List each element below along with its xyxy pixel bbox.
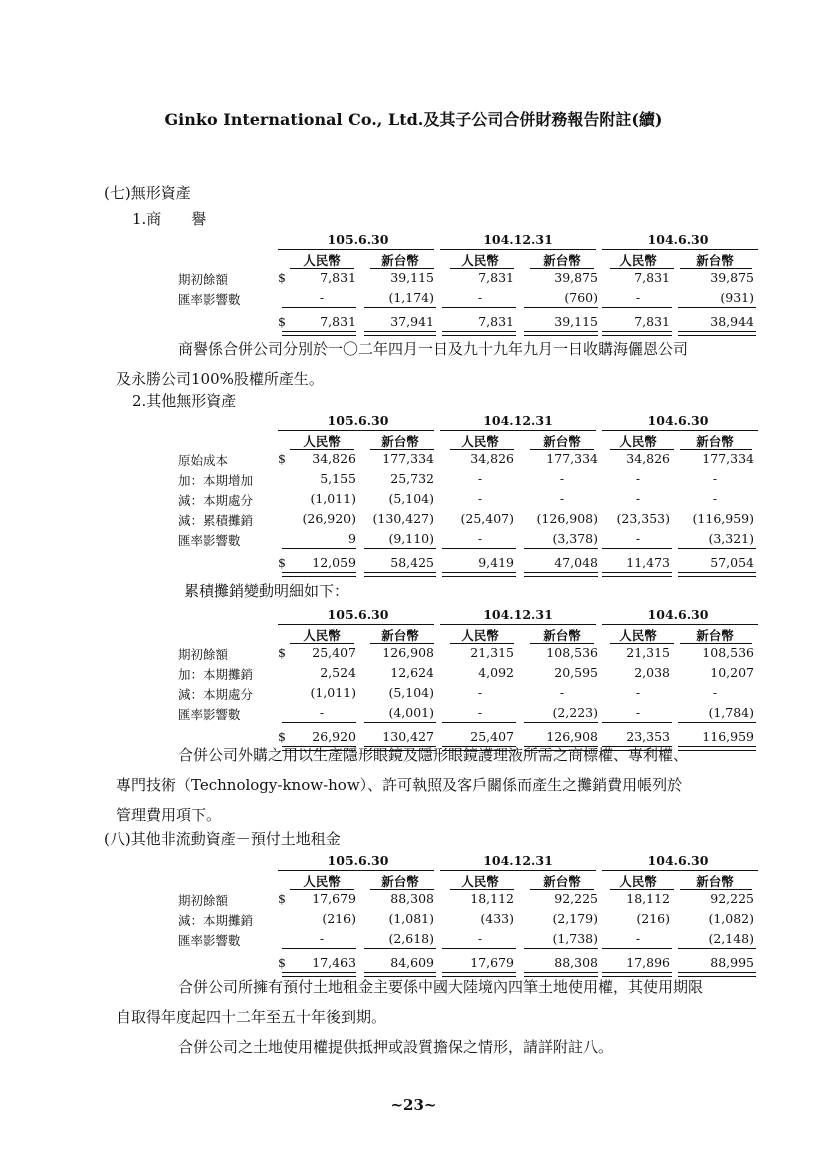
currency-underline <box>450 889 514 890</box>
currency-underline <box>450 449 514 450</box>
currency-underline <box>680 889 752 890</box>
cell-value: - <box>477 290 483 305</box>
cell-value: - <box>319 705 325 720</box>
subtotal-underline <box>602 948 672 949</box>
cell-value: 20,595 <box>554 665 598 680</box>
land-lease-note-line1: 合併公司所擁有預付土地租金主要係中國大陸境內四筆土地使用權，其使用期限 <box>178 978 704 996</box>
goodwill-note-line2: 及永勝公司100%股權所產生。 <box>116 370 324 388</box>
cell-value: 21,315 <box>470 645 514 660</box>
cell-value: (9,110) <box>388 531 434 546</box>
currency-underline <box>680 268 752 269</box>
cell-value: - <box>477 531 483 546</box>
cell-value: - <box>712 471 718 486</box>
row-label: 匯率影響數 <box>178 707 241 722</box>
rmb-header: 人民幣 <box>303 628 341 643</box>
cell-value: 39,115 <box>390 270 434 285</box>
currency-symbol: $ <box>278 451 286 466</box>
currency-underline <box>370 449 434 450</box>
table-row <box>178 314 758 336</box>
cell-value: 18,112 <box>626 891 670 906</box>
header-underline <box>602 249 758 250</box>
cell-value: 126,908 <box>546 729 598 744</box>
rmb-header: 人民幣 <box>303 874 341 889</box>
rmb-header: 人民幣 <box>461 628 499 643</box>
currency-underline <box>610 643 674 644</box>
cell-value: 17,679 <box>312 891 356 906</box>
currency-underline <box>530 449 594 450</box>
cell-value: 2,038 <box>634 665 670 680</box>
cell-value: (2,148) <box>708 931 754 946</box>
cell-value: - <box>712 685 718 700</box>
cell-value: - <box>635 705 641 720</box>
cell-value: (2,223) <box>552 705 598 720</box>
cell-value: - <box>559 471 565 486</box>
ntd-header: 新台幣 <box>543 434 581 449</box>
table-row <box>178 705 758 725</box>
rmb-header: 人民幣 <box>461 874 499 889</box>
row-label: 加：本期攤銷 <box>178 667 254 682</box>
rmb-header: 人民幣 <box>303 434 341 449</box>
table-row <box>178 911 758 931</box>
date-header-row <box>178 413 758 432</box>
cell-value: - <box>635 491 641 506</box>
date-header: 104.12.31 <box>483 413 553 428</box>
ntd-header: 新台幣 <box>381 434 419 449</box>
page-number: ~23~ <box>390 1096 437 1114</box>
cell-value: - <box>559 491 565 506</box>
table-row <box>178 665 758 685</box>
table-row <box>178 531 758 551</box>
total-double-underline <box>524 572 598 577</box>
currency-underline <box>610 268 674 269</box>
cell-value: (1,082) <box>708 911 754 926</box>
date-header: 105.6.30 <box>327 853 389 868</box>
cell-value: - <box>635 471 641 486</box>
currency-symbol: $ <box>278 555 286 570</box>
cell-value: 25,407 <box>470 729 514 744</box>
subtotal-underline <box>282 722 356 723</box>
currency-header-row <box>178 432 758 451</box>
cell-value: (126,908) <box>536 511 598 526</box>
currency-underline <box>450 268 514 269</box>
cell-value: 7,831 <box>320 314 356 329</box>
currency-underline <box>610 889 674 890</box>
cell-value: 9,419 <box>478 555 514 570</box>
cell-value: (1,011) <box>310 685 356 700</box>
goodwill-note-line1: 商譽係合併公司分別於一〇二年四月一日及九十九年九月一日收購海儷恩公司 <box>178 340 689 358</box>
subtotal-underline <box>364 548 436 549</box>
row-label: 匯率影響數 <box>178 933 241 948</box>
total-double-underline <box>364 572 436 577</box>
cell-value: (5,104) <box>388 491 434 506</box>
cell-value: 39,875 <box>554 270 598 285</box>
cell-value: (216) <box>636 911 670 926</box>
cell-value: 7,831 <box>478 314 514 329</box>
cell-value: 38,944 <box>710 314 754 329</box>
header-underline <box>440 430 596 431</box>
subtotal-underline <box>524 307 598 308</box>
cell-value: 4,092 <box>478 665 514 680</box>
ntd-header: 新台幣 <box>696 434 734 449</box>
ntd-header: 新台幣 <box>543 253 581 268</box>
subtotal-underline <box>678 722 756 723</box>
currency-header-row <box>178 251 758 270</box>
currency-underline <box>290 449 354 450</box>
row-label: 減：累積攤銷 <box>178 513 254 528</box>
currency-underline <box>370 889 434 890</box>
rmb-header: 人民幣 <box>619 253 657 268</box>
table-row <box>178 290 758 310</box>
subtotal-underline <box>364 948 436 949</box>
cell-value: (5,104) <box>388 685 434 700</box>
cell-value: (931) <box>720 290 754 305</box>
table-row <box>178 555 758 577</box>
table-row <box>178 931 758 951</box>
cell-value: 88,308 <box>390 891 434 906</box>
cell-value: - <box>319 931 325 946</box>
header-underline <box>278 624 434 625</box>
goodwill-note <box>116 334 760 394</box>
land-lease-note <box>116 972 760 1062</box>
amortization-note-line1: 合併公司外購之用以生產隱形眼鏡及隱形眼鏡護理液所需之商標權、專利權、 <box>178 746 689 764</box>
total-double-underline <box>442 572 516 577</box>
cell-value: 58,425 <box>390 555 434 570</box>
goodwill-table <box>178 232 758 336</box>
header-underline <box>440 249 596 250</box>
row-label: 期初餘額 <box>178 272 229 287</box>
date-header-row <box>178 853 758 872</box>
cell-value: 130,427 <box>382 729 434 744</box>
cell-value: (1,784) <box>708 705 754 720</box>
cell-value: (4,001) <box>388 705 434 720</box>
cell-value: (26,920) <box>302 511 356 526</box>
page-title: Ginko International Co., Ltd.及其子公司合併財務報告附註(續) <box>164 110 663 129</box>
accumulated-amortization-table <box>178 607 758 751</box>
cell-value: (1,081) <box>388 911 434 926</box>
currency-symbol: $ <box>278 270 286 285</box>
cell-value: 37,941 <box>390 314 434 329</box>
cell-value: (1,011) <box>310 491 356 506</box>
total-double-underline <box>602 572 672 577</box>
cell-value: - <box>477 491 483 506</box>
land-lease-note-line2: 自取得年度起四十二年至五十年後到期。 <box>116 1008 387 1026</box>
date-header: 105.6.30 <box>327 413 389 428</box>
cell-value: 23,353 <box>626 729 670 744</box>
currency-underline <box>530 268 594 269</box>
currency-underline <box>530 643 594 644</box>
cell-value: 5,155 <box>320 471 356 486</box>
cell-value: 12,624 <box>390 665 434 680</box>
total-double-underline <box>282 572 356 577</box>
other-intangibles-table <box>178 413 758 577</box>
row-label: 減：本期處分 <box>178 493 254 508</box>
amortization-intro: 累積攤銷變動明細如下： <box>184 582 350 600</box>
cell-value: 7,831 <box>634 314 670 329</box>
rmb-header: 人民幣 <box>461 253 499 268</box>
currency-underline <box>680 449 752 450</box>
cell-value: 11,473 <box>626 555 670 570</box>
date-header: 104.12.31 <box>483 853 553 868</box>
cell-value: 88,308 <box>554 955 598 970</box>
date-header: 105.6.30 <box>327 232 389 247</box>
cell-value: (25,407) <box>460 511 514 526</box>
cell-value: 9 <box>348 531 356 546</box>
date-header: 105.6.30 <box>327 607 389 622</box>
cell-value: 10,207 <box>710 665 754 680</box>
cell-value: - <box>477 931 483 946</box>
cell-value: 88,995 <box>710 955 754 970</box>
currency-symbol: $ <box>278 891 286 906</box>
subtotal-underline <box>364 307 436 308</box>
currency-underline <box>450 643 514 644</box>
cell-value: 57,054 <box>710 555 754 570</box>
currency-underline <box>290 889 354 890</box>
header-underline <box>602 430 758 431</box>
subtotal-underline <box>678 307 756 308</box>
row-label: 減：本期處分 <box>178 687 254 702</box>
subtotal-underline <box>524 548 598 549</box>
currency-header-row <box>178 872 758 891</box>
cell-value: 25,732 <box>390 471 434 486</box>
cell-value: - <box>635 685 641 700</box>
rmb-header: 人民幣 <box>461 434 499 449</box>
currency-symbol: $ <box>278 314 286 329</box>
row-label: 期初餘額 <box>178 893 229 908</box>
header-underline <box>278 249 434 250</box>
cell-value: 116,959 <box>702 729 754 744</box>
cell-value: 108,536 <box>702 645 754 660</box>
ntd-header: 新台幣 <box>696 628 734 643</box>
cell-value: (116,959) <box>692 511 754 526</box>
currency-underline <box>290 643 354 644</box>
cell-value: 177,334 <box>382 451 434 466</box>
cell-value: 177,334 <box>546 451 598 466</box>
ntd-header: 新台幣 <box>543 628 581 643</box>
row-label: 原始成本 <box>178 453 229 468</box>
subtotal-underline <box>442 722 516 723</box>
ntd-header: 新台幣 <box>696 874 734 889</box>
table-row <box>178 511 758 531</box>
cell-value: (2,179) <box>552 911 598 926</box>
date-header-row <box>178 232 758 251</box>
cell-value: 39,875 <box>710 270 754 285</box>
header-underline <box>602 870 758 871</box>
total-double-underline <box>678 572 756 577</box>
currency-underline <box>530 889 594 890</box>
section-intangible-assets: (七)無形資產 <box>104 184 191 202</box>
cell-value: - <box>477 685 483 700</box>
ntd-header: 新台幣 <box>381 874 419 889</box>
cell-value: (1,174) <box>388 290 434 305</box>
cell-value: 177,334 <box>702 451 754 466</box>
subtotal-underline <box>442 548 516 549</box>
cell-value: 21,315 <box>626 645 670 660</box>
subtotal-underline <box>602 722 672 723</box>
cell-value: - <box>319 290 325 305</box>
cell-value: 2,524 <box>320 665 356 680</box>
ntd-header: 新台幣 <box>381 628 419 643</box>
date-header: 104.6.30 <box>647 607 709 622</box>
rmb-header: 人民幣 <box>619 628 657 643</box>
cell-value: 34,826 <box>312 451 356 466</box>
cell-value: 126,908 <box>382 645 434 660</box>
cell-value: - <box>635 931 641 946</box>
cell-value: 34,826 <box>470 451 514 466</box>
prepaid-land-lease-table <box>178 853 758 977</box>
cell-value: - <box>635 531 641 546</box>
cell-value: 26,920 <box>312 729 356 744</box>
cell-value: 7,831 <box>634 270 670 285</box>
cell-value: 39,115 <box>554 314 598 329</box>
cell-value: 84,609 <box>390 955 434 970</box>
subtotal-underline <box>442 948 516 949</box>
currency-underline <box>610 449 674 450</box>
cell-value: 17,896 <box>626 955 670 970</box>
currency-symbol: $ <box>278 729 286 744</box>
table-row <box>178 451 758 471</box>
date-header: 104.12.31 <box>483 607 553 622</box>
rmb-header: 人民幣 <box>303 253 341 268</box>
header-underline <box>278 870 434 871</box>
date-header: 104.6.30 <box>647 853 709 868</box>
header-underline <box>440 870 596 871</box>
table-row <box>178 685 758 705</box>
cell-value: (2,618) <box>388 931 434 946</box>
cell-value: 17,463 <box>312 955 356 970</box>
subtotal-underline <box>442 307 516 308</box>
amortization-note-line2: 專門技術（Technology-know-how）、許可執照及客戶關係而產生之攤銷費用帳列於 <box>116 776 683 794</box>
cell-value: (1,738) <box>552 931 598 946</box>
cell-value: (760) <box>564 290 598 305</box>
subtotal-underline <box>282 548 356 549</box>
table-row <box>178 491 758 511</box>
ntd-header: 新台幣 <box>543 874 581 889</box>
ntd-header: 新台幣 <box>696 253 734 268</box>
cell-value: 34,826 <box>626 451 670 466</box>
cell-value: 25,407 <box>312 645 356 660</box>
subtotal-underline <box>524 948 598 949</box>
subtotal-underline <box>602 548 672 549</box>
currency-header-row <box>178 626 758 645</box>
cell-value: 12,059 <box>312 555 356 570</box>
date-header: 104.12.31 <box>483 232 553 247</box>
currency-underline <box>680 643 752 644</box>
row-label: 匯率影響數 <box>178 533 241 548</box>
section-prepaid-land-lease: (八)其他非流動資產－預付土地租金 <box>104 830 341 848</box>
land-lease-pledge-note: 合併公司之土地使用權提供抵押或設質擔保之情形，請詳附註八。 <box>178 1038 614 1056</box>
header-underline <box>440 624 596 625</box>
table-row <box>178 270 758 290</box>
cell-value: - <box>712 491 718 506</box>
row-label: 期初餘額 <box>178 647 229 662</box>
date-header: 104.6.30 <box>647 413 709 428</box>
cell-value: (433) <box>480 911 514 926</box>
currency-underline <box>370 643 434 644</box>
currency-symbol: $ <box>278 955 286 970</box>
subtotal-underline <box>524 722 598 723</box>
currency-symbol: $ <box>278 645 286 660</box>
date-header: 104.6.30 <box>647 232 709 247</box>
cell-value: (216) <box>322 911 356 926</box>
cell-value: - <box>477 471 483 486</box>
subtotal-underline <box>678 948 756 949</box>
amortization-note-line3: 管理費用項下。 <box>116 806 222 824</box>
cell-value: 7,831 <box>320 270 356 285</box>
table-row <box>178 645 758 665</box>
cell-value: 7,831 <box>478 270 514 285</box>
currency-underline <box>290 268 354 269</box>
rmb-header: 人民幣 <box>619 874 657 889</box>
cell-value: - <box>635 290 641 305</box>
subsection-goodwill: 1.商 譽 <box>132 210 207 228</box>
row-label: 匯率影響數 <box>178 292 241 307</box>
table-row <box>178 891 758 911</box>
cell-value: (3,321) <box>708 531 754 546</box>
cell-value: (3,378) <box>552 531 598 546</box>
subtotal-underline <box>364 722 436 723</box>
cell-value: 18,112 <box>470 891 514 906</box>
subtotal-underline <box>282 307 356 308</box>
ntd-header: 新台幣 <box>381 253 419 268</box>
cell-value: 108,536 <box>546 645 598 660</box>
cell-value: (130,427) <box>372 511 434 526</box>
header-underline <box>278 430 434 431</box>
cell-value: - <box>477 705 483 720</box>
currency-underline <box>370 268 434 269</box>
cell-value: 92,225 <box>710 891 754 906</box>
subtotal-underline <box>602 307 672 308</box>
header-underline <box>602 624 758 625</box>
row-label: 加：本期增加 <box>178 473 254 488</box>
table-row <box>178 471 758 491</box>
cell-value: 17,679 <box>470 955 514 970</box>
cell-value: 47,048 <box>554 555 598 570</box>
row-label: 減：本期攤銷 <box>178 913 254 928</box>
cell-value: (23,353) <box>616 511 670 526</box>
cell-value: 92,225 <box>554 891 598 906</box>
subtotal-underline <box>678 548 756 549</box>
rmb-header: 人民幣 <box>619 434 657 449</box>
date-header-row <box>178 607 758 626</box>
subsection-other-intangibles: 2.其他無形資產 <box>132 392 237 410</box>
subtotal-underline <box>282 948 356 949</box>
cell-value: - <box>559 685 565 700</box>
amortization-note <box>116 740 760 830</box>
